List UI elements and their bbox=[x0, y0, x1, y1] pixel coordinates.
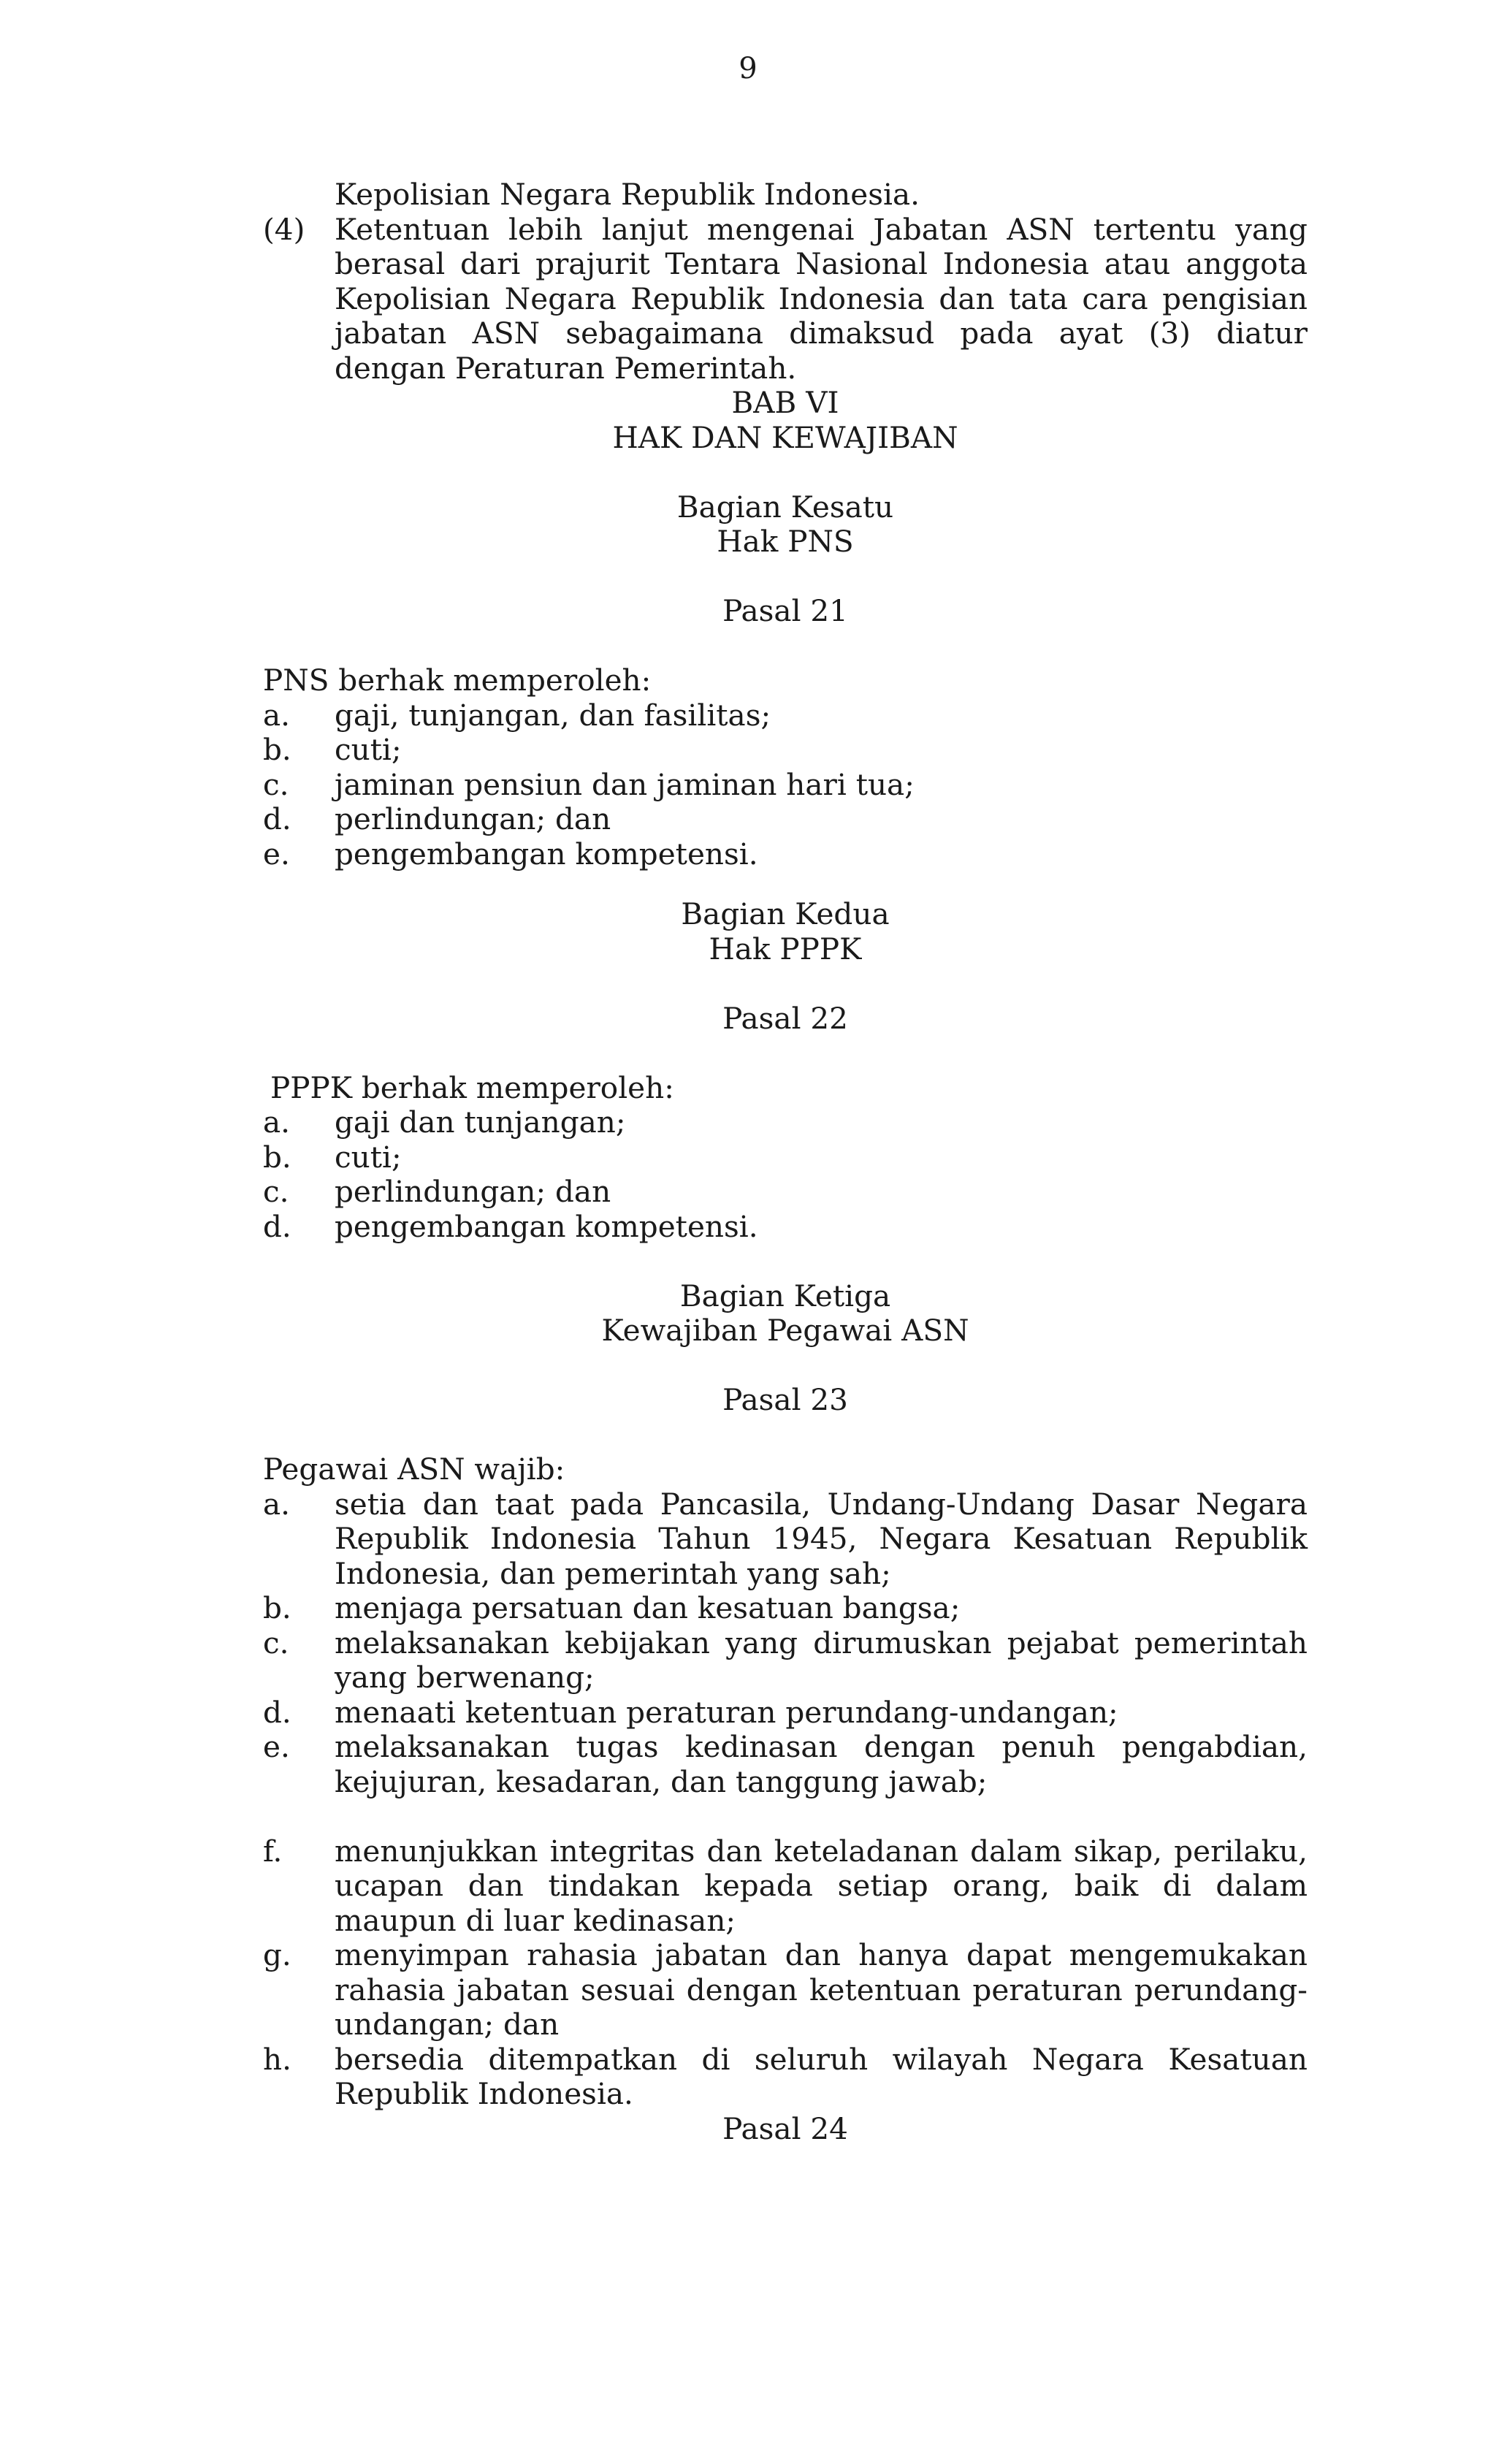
page-number: 9 bbox=[739, 52, 757, 85]
list-intro: PPPK berhak memperoleh: bbox=[270, 1069, 674, 1105]
list-item bbox=[263, 1938, 1308, 2042]
list-marker: b. bbox=[263, 1139, 291, 1175]
list-item-text: melaksanakan kebijakan yang dirumuskan pejabat pemerintah yang berwenang; bbox=[335, 1625, 1308, 1695]
article-title: Pasal 21 bbox=[722, 593, 848, 628]
section-title: Hak PNS bbox=[717, 524, 854, 559]
list-item bbox=[263, 2042, 1308, 2112]
list-item bbox=[263, 1487, 1308, 1592]
list-item-text: melaksanakan tugas kedinasan dengan penuh pengabdian, kejujuran, kesadaran, dan tanggung jawab; bbox=[335, 1729, 1308, 1799]
list-marker: c. bbox=[263, 1625, 289, 1660]
list-marker: c. bbox=[263, 766, 289, 802]
list-marker: b. bbox=[263, 732, 291, 767]
continuation-text: Kepolisian Negara Republik Indonesia. bbox=[335, 177, 920, 212]
list-item-text: jaminan pensiun dan jaminan hari tua; bbox=[335, 766, 915, 802]
paragraph-4 bbox=[263, 213, 1308, 386]
list-item-text: perlindungan; dan bbox=[335, 801, 611, 836]
list-item-text: menjaga persatuan dan kesatuan bangsa; bbox=[335, 1590, 961, 1625]
chapter-title: HAK DAN KEWAJIBAN bbox=[612, 419, 958, 455]
list-item-text: pengembangan kompetensi. bbox=[335, 836, 758, 871]
paragraph-text: Ketentuan lebih lanjut mengenai Jabatan ASN tertentu yang berasal dari prajurit Tentara Nasional Indonesia atau anggota Kepolisian Negara Republik Indonesia dan tata cara pengisian jabatan ASN sebagaimana dimaksud pada ayat (3) diatur dengan Peraturan Pemerintah. bbox=[335, 211, 1308, 386]
list-item bbox=[263, 1210, 1308, 1245]
article-title: Pasal 23 bbox=[722, 1382, 848, 1417]
article-title: Pasal 22 bbox=[722, 1000, 848, 1036]
list-marker: g. bbox=[263, 1937, 291, 1972]
list-item-text: setia dan taat pada Pancasila, Undang-Undang Dasar Negara Republik Indonesia Tahun 1945, Negara Kesatuan Republik Indonesia, dan pemerintah yang sah; bbox=[335, 1486, 1308, 1591]
section-heading: Bagian Kesatu bbox=[676, 489, 894, 525]
list-item bbox=[263, 802, 1308, 837]
list-marker: a. bbox=[263, 1105, 291, 1140]
section-heading: Bagian Ketiga bbox=[679, 1278, 891, 1313]
list-item-text: cuti; bbox=[335, 732, 402, 767]
list-item bbox=[263, 1730, 1308, 1799]
list-marker: a. bbox=[263, 697, 291, 733]
list-intro: PNS berhak memperoleh: bbox=[263, 663, 652, 698]
list-item bbox=[263, 1105, 1308, 1140]
list-item-text: pengembangan kompetensi. bbox=[335, 1208, 758, 1244]
list-item bbox=[263, 1696, 1308, 1731]
list-marker: f. bbox=[263, 1833, 283, 1869]
list-item bbox=[263, 768, 1308, 803]
list-item bbox=[263, 1175, 1308, 1210]
list-intro: Pegawai ASN wajib: bbox=[263, 1452, 565, 1487]
list-marker: c. bbox=[263, 1174, 289, 1209]
list-marker: h. bbox=[263, 2041, 291, 2077]
list-item-text: perlindungan; dan bbox=[335, 1174, 611, 1209]
document-body bbox=[263, 178, 1308, 2146]
list-marker: b. bbox=[263, 1590, 291, 1625]
section-title: Hak PPPK bbox=[709, 931, 862, 966]
list-item bbox=[263, 1834, 1308, 1939]
list-item-text: bersedia ditempatkan di seluruh wilayah Negara Kesatuan Republik Indonesia. bbox=[335, 2041, 1308, 2111]
article-title: Pasal 24 bbox=[722, 2110, 848, 2146]
list-item-text: menaati ketentuan peraturan perundang-undangan; bbox=[335, 1694, 1118, 1730]
list-marker: e. bbox=[263, 1729, 290, 1764]
list-item bbox=[263, 1591, 1308, 1626]
list-item bbox=[263, 698, 1308, 733]
section-heading: Bagian Kedua bbox=[681, 896, 890, 931]
list-item bbox=[263, 1140, 1308, 1175]
list-item-text: cuti; bbox=[335, 1139, 402, 1175]
list-item-text: gaji, tunjangan, dan fasilitas; bbox=[335, 697, 771, 733]
list-marker: e. bbox=[263, 836, 290, 871]
section-title: Kewajiban Pegawai ASN bbox=[601, 1313, 969, 1348]
paragraph-marker: (4) bbox=[263, 211, 305, 247]
list-marker: d. bbox=[263, 801, 291, 836]
list-marker: d. bbox=[263, 1208, 291, 1244]
list-item bbox=[263, 1626, 1308, 1696]
list-marker: d. bbox=[263, 1694, 291, 1730]
list-item bbox=[263, 837, 1308, 872]
list-item-text: menunjukkan integritas dan keteladanan dalam sikap, perilaku, ucapan dan tindakan kepada setiap orang, baik di dalam maupun di luar kedinasan; bbox=[335, 1833, 1308, 1938]
list-item bbox=[263, 733, 1308, 768]
chapter-number: BAB VI bbox=[731, 385, 839, 420]
list-item-text: gaji dan tunjangan; bbox=[335, 1105, 626, 1140]
list-marker: a. bbox=[263, 1486, 291, 1522]
list-item-text: menyimpan rahasia jabatan dan hanya dapat mengemukakan rahasia jabatan sesuai dengan ketentuan peraturan perundang-undangan; dan bbox=[335, 1937, 1308, 2042]
